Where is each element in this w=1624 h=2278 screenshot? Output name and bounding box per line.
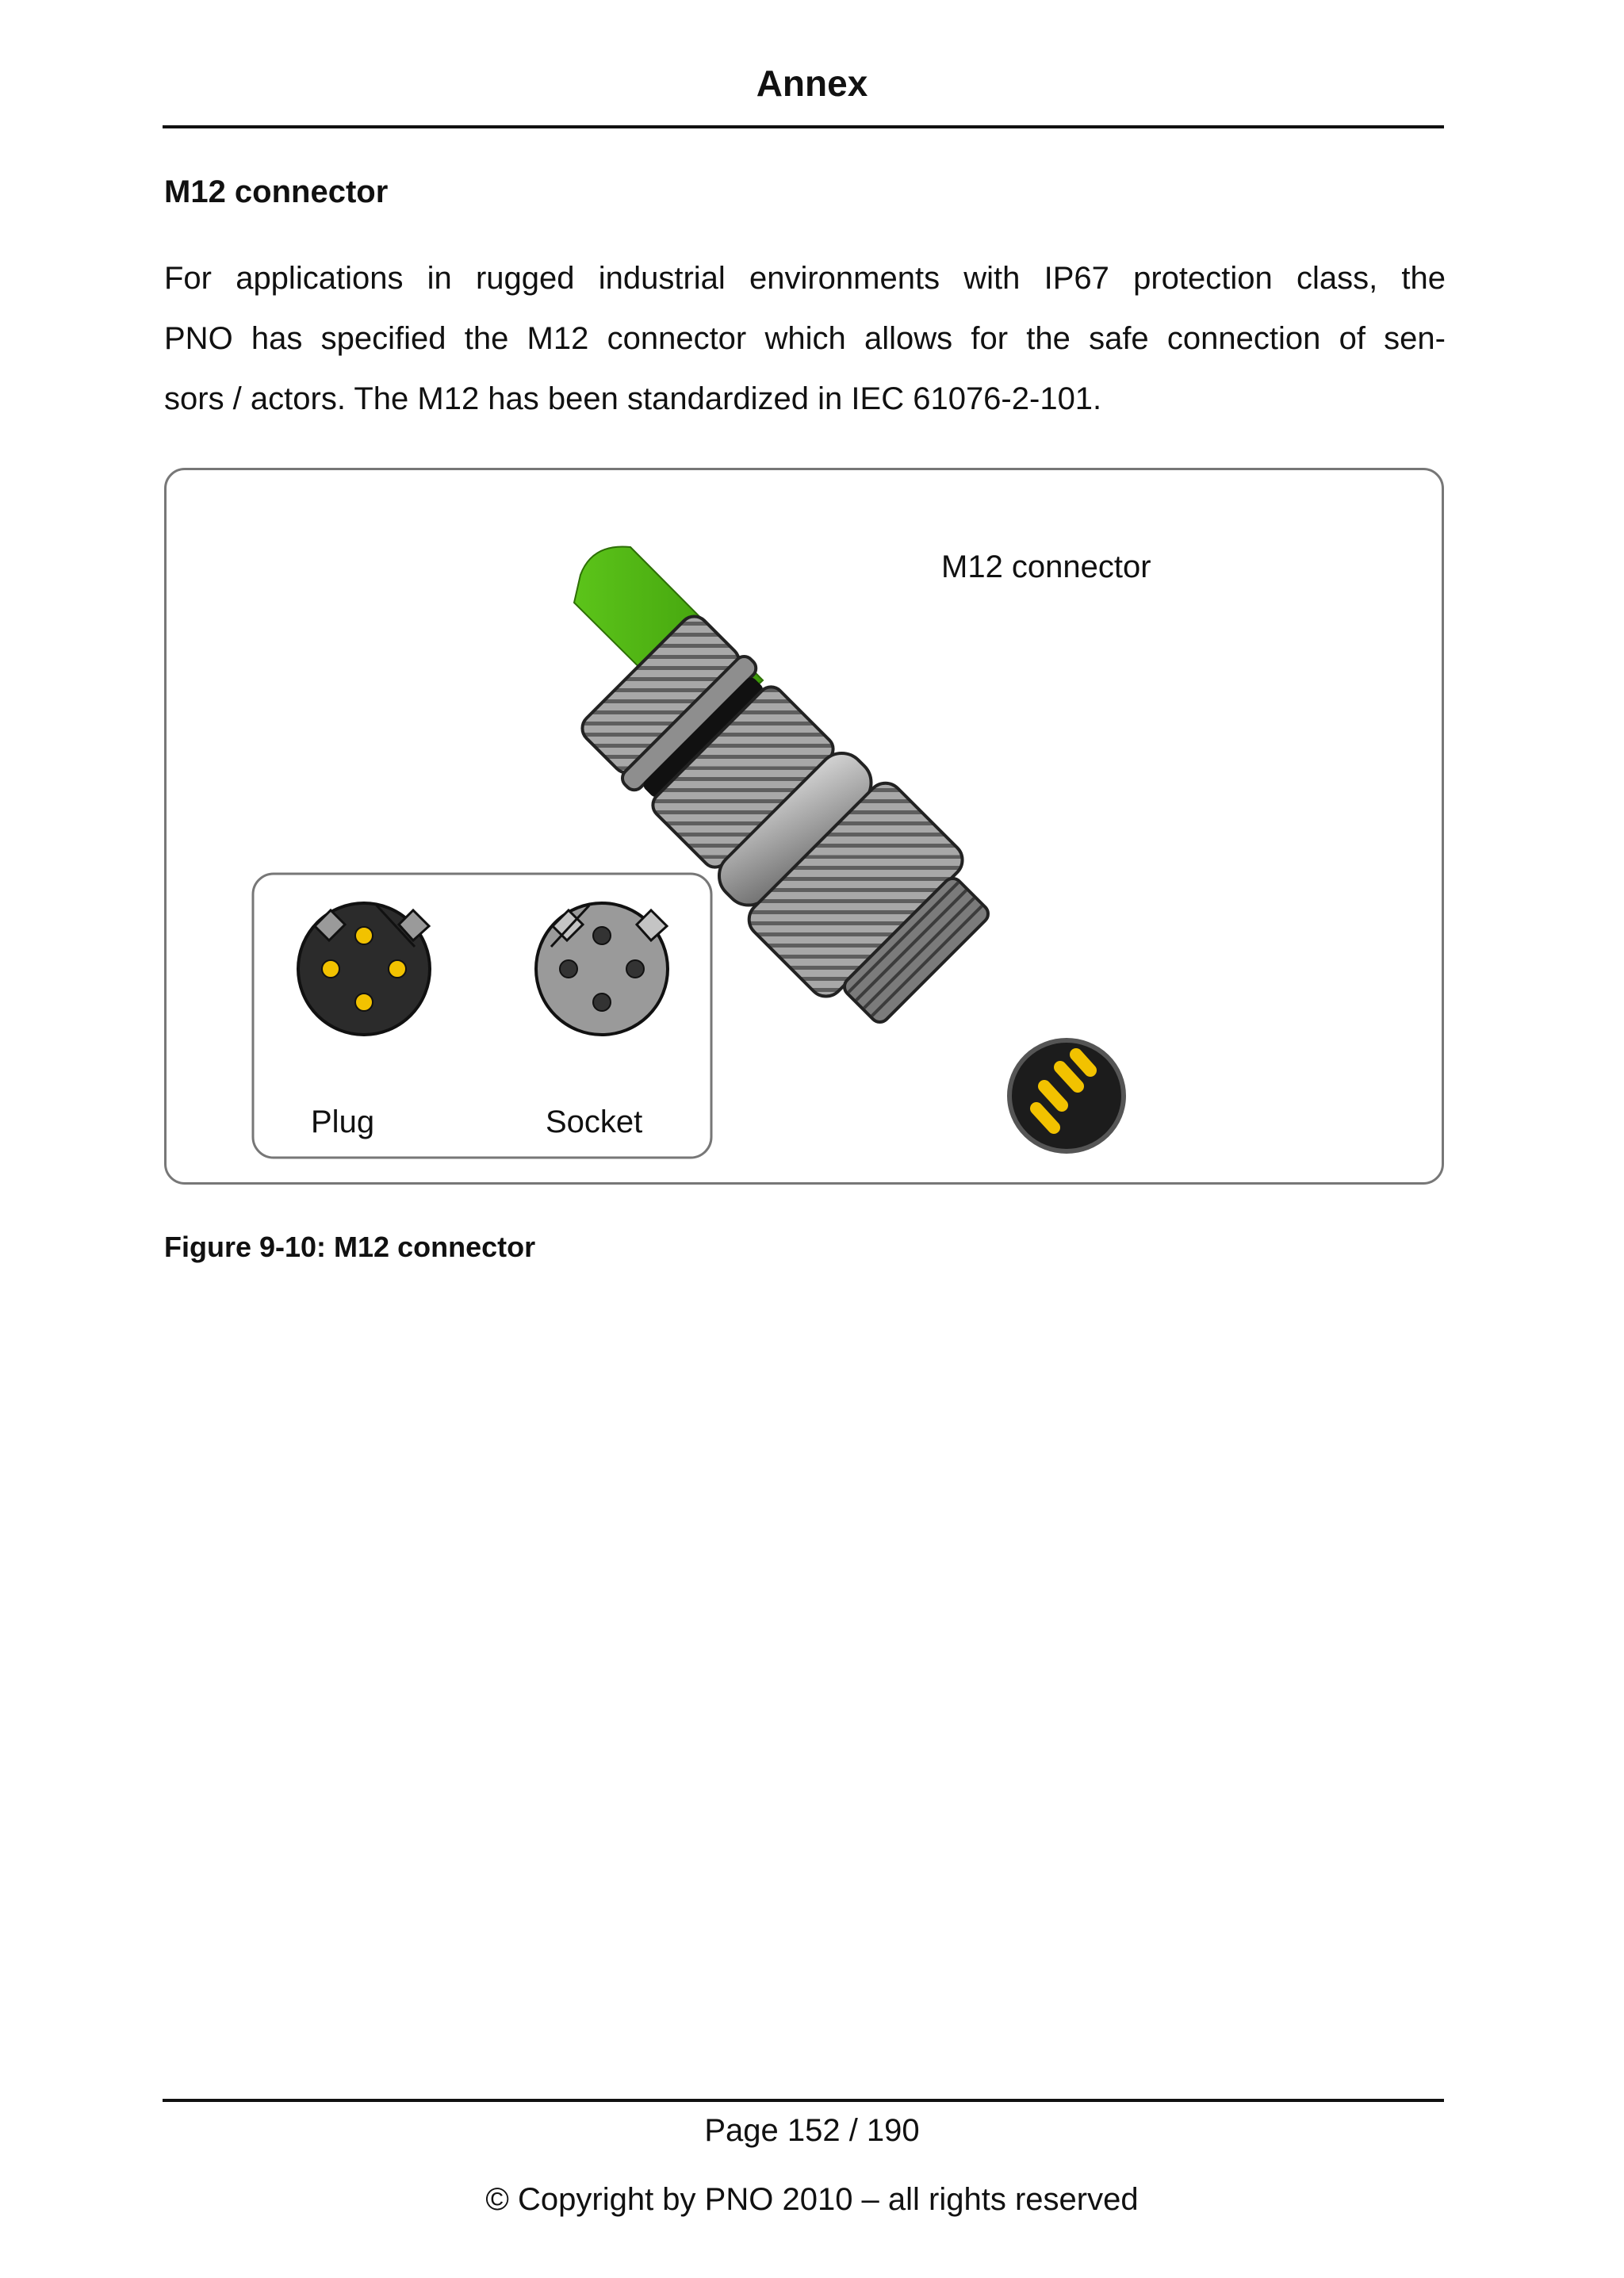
label-m12-connector: M12 connector xyxy=(941,549,1151,584)
footer-rule xyxy=(163,2099,1444,2102)
body-paragraph xyxy=(164,248,1446,429)
connector-face-icon xyxy=(1009,1040,1124,1151)
label-socket: Socket xyxy=(546,1105,643,1139)
m12-connector-figure xyxy=(164,468,1444,1185)
label-plug: Plug xyxy=(311,1105,375,1139)
paragraph-line: PNO has specified the M12 connector which allows for the safe connection of sen- xyxy=(164,321,1446,356)
inset-panel xyxy=(253,874,711,1158)
section-heading: M12 connector xyxy=(164,174,389,209)
figure-caption: Figure 9-10: M12 connector xyxy=(164,1231,536,1263)
plug-face-icon xyxy=(298,903,430,1035)
socket-face-icon xyxy=(536,903,668,1035)
page-header-title: Annex xyxy=(756,63,868,104)
header-rule xyxy=(163,125,1444,128)
copyright-notice: © Copyright by PNO 2010 – all rights reserved xyxy=(485,2182,1139,2217)
paragraph-line: For applications in rugged industrial environments with IP67 protection class, the xyxy=(164,261,1446,296)
page-number: Page 152 / 190 xyxy=(704,2113,920,2148)
paragraph-line: sors / actors. The M12 has been standardized in IEC 61076-2-101. xyxy=(164,381,1102,416)
